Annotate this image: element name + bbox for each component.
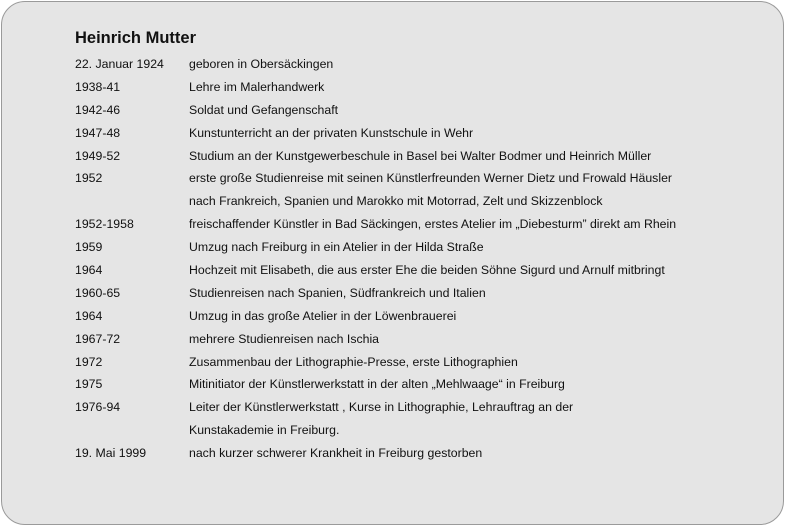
timeline-row: [75, 351, 775, 374]
timeline-text: geboren in Obersäckingen: [189, 57, 334, 71]
timeline-row: [75, 167, 775, 190]
timeline-date: 1975: [75, 377, 103, 392]
timeline-date: 1967-72: [75, 331, 121, 346]
timeline-text: Leiter der Künstlerwerkstatt , Kurse in Lithographie, Lehrauftrag an der: [189, 400, 574, 415]
timeline-text: Kunstunterricht an der privaten Kunstschule in Wehr: [189, 125, 474, 140]
page-title: Heinrich Mutter: [75, 29, 197, 47]
timeline-text: nach Frankreich, Spanien und Marokko mit Motorrad, Zelt und Skizzenblock: [189, 194, 603, 209]
timeline-row: [75, 99, 775, 122]
biography-card: [1, 1, 784, 525]
timeline-row: [75, 305, 775, 328]
timeline-text: nach kurzer schwerer Krankheit in Freiburg gestorben: [189, 446, 483, 461]
timeline-date: 19. Mai 1999: [75, 446, 147, 461]
timeline-text: freischaffender Künstler in Bad Säckingen, erstes Atelier im „Diebesturm” direkt am Rhein: [189, 217, 677, 232]
timeline-row: [75, 396, 775, 419]
timeline-text: Studienreisen nach Spanien, Südfrankreich und Italien: [189, 285, 486, 300]
timeline-text: Kunstakademie in Freiburg.: [189, 423, 340, 438]
timeline-date: 1976-94: [75, 400, 121, 415]
timeline-row: [75, 282, 775, 305]
timeline-date: 1960-65: [75, 285, 121, 300]
timeline-row: [75, 190, 775, 213]
timeline-date: 1952-1958: [75, 217, 134, 232]
timeline-text: Soldat und Gefangenschaft: [189, 102, 339, 117]
timeline-text: Mitinitiator der Künstlerwerkstatt in der alten „Mehlwaage“ in Freiburg: [189, 377, 565, 392]
timeline-date: [75, 419, 189, 442]
timeline-date: 1952: [75, 171, 103, 186]
timeline-date: 1938-41: [75, 79, 121, 94]
timeline-row: [75, 53, 775, 76]
timeline-date: 22. Januar 1924: [75, 57, 164, 71]
timeline-date: 1947-48: [75, 125, 121, 140]
timeline-row: [75, 213, 775, 236]
timeline-text: mehrere Studienreisen nach Ischia: [189, 331, 380, 346]
timeline-text: Lehre im Malerhandwerk: [189, 79, 325, 94]
timeline-date: 1949-52: [75, 148, 121, 163]
timeline-date: 1972: [75, 354, 103, 369]
timeline-text: Umzug in das große Atelier in der Löwenbrauerei: [189, 308, 457, 323]
timeline-date: [75, 190, 189, 213]
timeline-row: [75, 442, 775, 465]
timeline-text: Umzug nach Freiburg in ein Atelier in der Hilda Straße: [189, 240, 484, 255]
timeline-row: [75, 76, 775, 99]
timeline-date: 1959: [75, 240, 103, 255]
timeline-row: [75, 236, 775, 259]
timeline-row: [75, 419, 775, 442]
timeline-date: 1964: [75, 308, 103, 323]
timeline-date: 1964: [75, 263, 103, 278]
timeline-text: erste große Studienreise mit seinen Künstlerfreunden Werner Dietz und Frowald Häusler: [189, 171, 673, 186]
timeline-text: Hochzeit mit Elisabeth, die aus erster Ehe die beiden Söhne Sigurd und Arnulf mitbringt: [189, 263, 665, 278]
timeline-text: Studium an der Kunstgewerbeschule in Basel bei Walter Bodmer und Heinrich Müller: [189, 148, 652, 163]
timeline-row: [75, 328, 775, 351]
timeline-text: Zusammenbau der Lithographie-Presse, erste Lithographien: [189, 354, 518, 369]
timeline-list: [75, 53, 775, 465]
timeline-row: [75, 122, 775, 145]
timeline-date: 1942-46: [75, 102, 121, 117]
timeline-row: [75, 259, 775, 282]
timeline-row: [75, 373, 775, 396]
timeline-row: [75, 145, 775, 168]
